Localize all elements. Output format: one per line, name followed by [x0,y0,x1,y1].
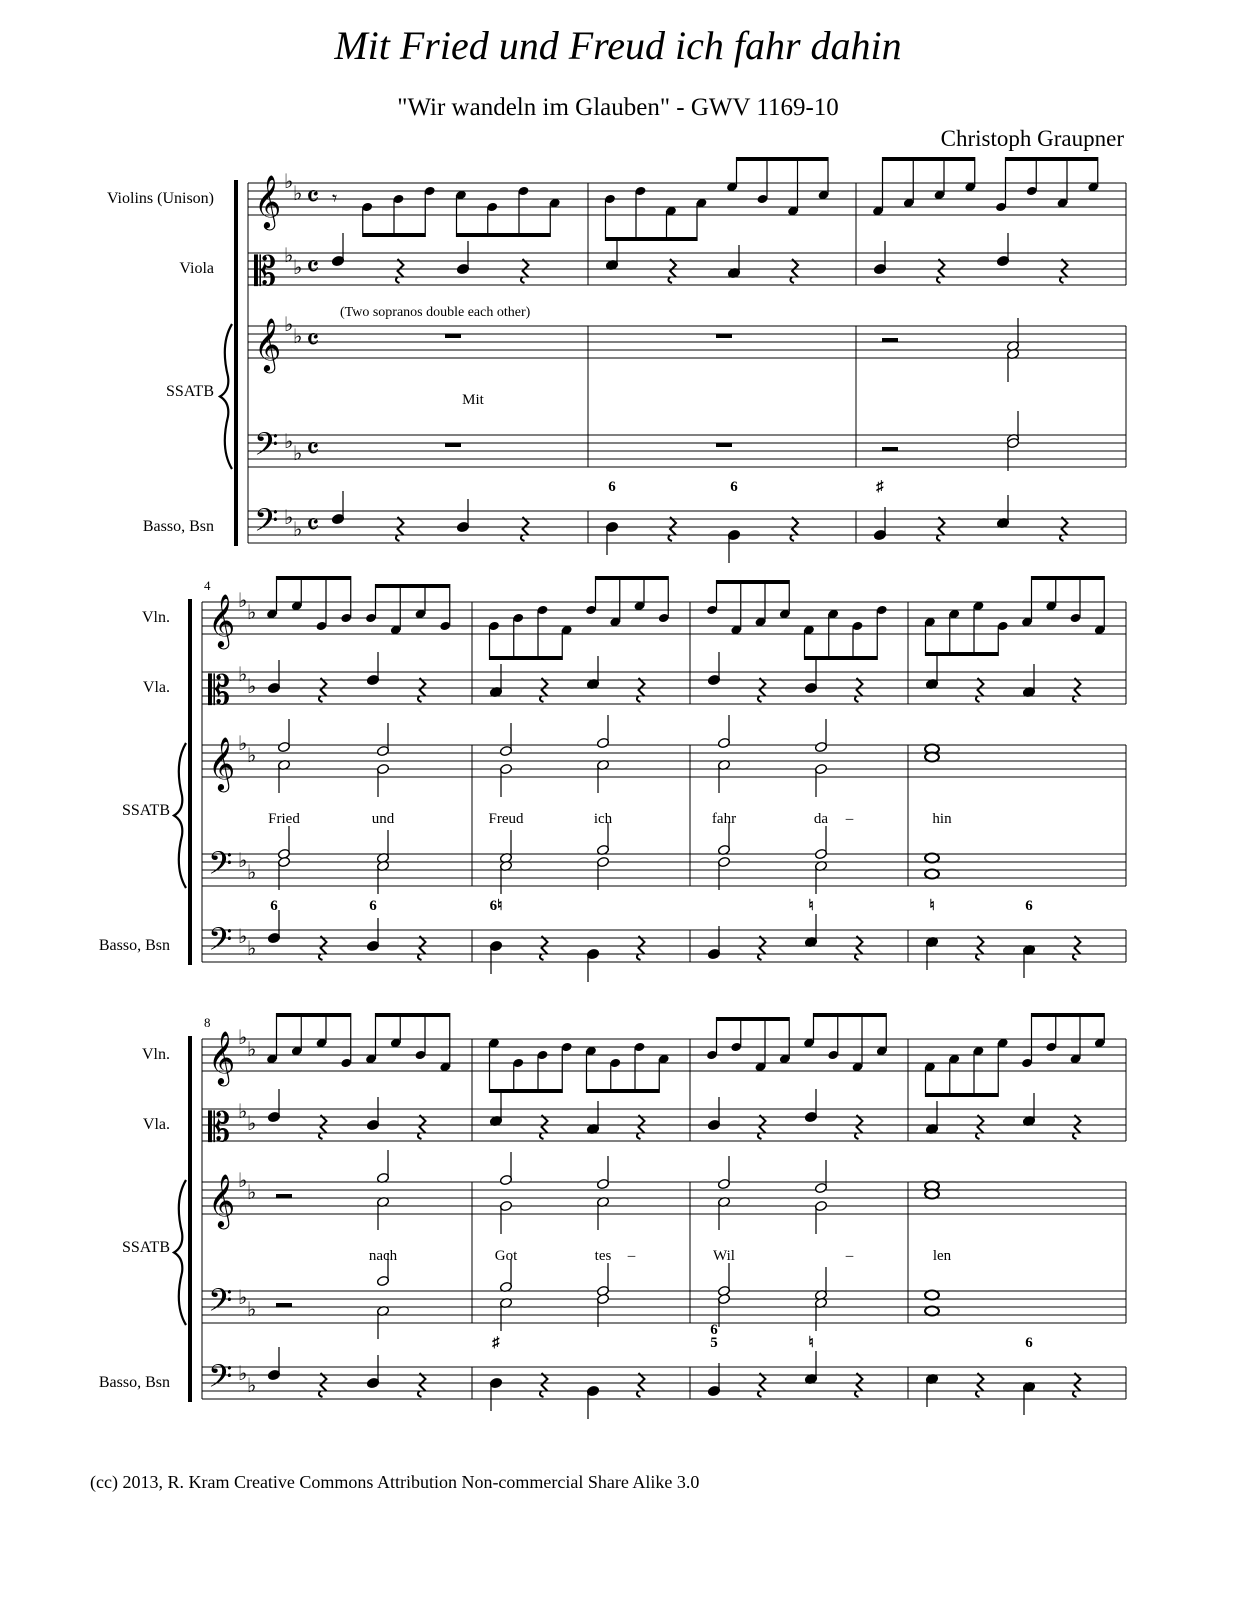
lyric-syllable: da [813,811,829,827]
violin-eighths [706,1017,791,1072]
flat-icon: ♭ [238,1101,248,1123]
figured-bass: 5 [710,1335,718,1351]
piece-title: Mit Fried und Freud ich fahr dahin [334,23,902,68]
treble-clef-icon: 𝄞 [208,738,236,789]
lyric-syllable: Wil [713,1248,735,1264]
whole-rest [716,443,732,447]
flat-icon: ♭ [293,519,303,541]
flat-icon: ♭ [247,938,257,960]
flat-icon: ♭ [293,183,303,205]
lyric-hyphen: – [845,1248,854,1264]
alto-whole-note [925,753,939,762]
alto-clef-icon: 𝄡 [208,668,231,713]
flat-icon: ♭ [238,926,248,948]
staff-label-choir: SSATB [121,1239,170,1256]
flat-icon: ♭ [247,676,257,698]
tenor-whole-note [925,854,939,863]
quarter-rest [758,1373,766,1397]
figured-bass: 6 [1025,1335,1033,1351]
whole-rest [445,334,461,338]
figured-bass: ♮ [808,1335,814,1351]
quarter-rest [637,678,645,702]
quarter-rest [855,1373,863,1397]
common-time-icon: 𝄴 [306,433,320,466]
alto-whole-note [925,1190,939,1199]
bass-whole-note [925,870,939,879]
flat-icon: ♭ [238,850,248,872]
quarter-rest [1073,678,1081,702]
flat-icon: ♭ [238,664,248,686]
flat-icon: ♭ [238,1287,248,1309]
alto-clef-icon: 𝄡 [208,1105,231,1150]
quarter-rest [855,1115,863,1139]
bass-clef-icon: 𝄢 [208,1284,233,1326]
flat-icon: ♭ [247,1299,257,1321]
half-rest [276,1303,292,1307]
copyright-footer: (cc) 2013, R. Kram Creative Commons Attribution Non-commercial Share Alike 3.0 [90,1472,700,1492]
quarter-rest [637,1115,645,1139]
quarter-rest [855,678,863,702]
quarter-rest [790,259,798,283]
common-time-icon: 𝄴 [306,509,320,542]
bass-clef-icon: 𝄢 [208,847,233,889]
half-rest [882,447,898,451]
treble-clef-icon: 𝄞 [208,1175,236,1226]
staff-label-basso: Basso, Bsn [98,1374,170,1391]
staff-label-viola: Viola [179,260,214,277]
quarter-rest [976,936,984,960]
quarter-rest [418,1373,426,1397]
choir-brace [220,324,232,469]
quarter-rest [521,517,529,541]
lyric-syllable: Got [494,1248,518,1264]
staff-label-choir: SSATB [165,383,214,400]
flat-icon: ♭ [247,1039,257,1061]
half-rest [882,338,898,342]
system-3 [99,1013,1126,1419]
staff-label-violins: Violins (Unison) [106,190,214,207]
bass-whole-note [925,1307,939,1316]
figured-bass: ♮ [929,898,935,914]
flat-icon: ♭ [284,245,294,267]
figured-bass: 6 [730,479,738,495]
system-1 [107,157,1126,563]
staff-label-basso: Basso, Bsn [98,937,170,954]
choir-annotation: (Two sopranos double each other) [340,305,531,320]
violin-eighths [924,601,1009,656]
quarter-rest [758,1115,766,1139]
quarter-rest [396,517,404,541]
lyric-syllable: tes [594,1248,612,1264]
flat-icon: ♭ [293,443,303,465]
flat-icon: ♭ [247,862,257,884]
quarter-rest [418,678,426,702]
system-2 [99,576,1126,982]
quarter-rest [1073,1115,1081,1139]
quarter-rest [319,1115,327,1139]
lyric-syllable: Freud [488,811,524,827]
quarter-rest [668,517,676,541]
common-time-icon: 𝄴 [306,251,320,284]
quarter-rest [1073,1373,1081,1397]
figured-bass: 6 [369,898,377,914]
lyric-syllable: nach [368,1248,398,1264]
quarter-rest [418,936,426,960]
bass-clef-icon: 𝄢 [254,428,279,470]
lyric-syllable: und [371,811,395,827]
half-rest [276,1194,292,1198]
quarter-rest [855,936,863,960]
quarter-rest [976,1115,984,1139]
figured-bass: ♯ [492,1335,500,1351]
treble-clef-icon: 𝄞 [208,595,236,646]
quarter-rest [758,678,766,702]
flat-icon: ♭ [238,590,248,612]
quarter-rest [1060,517,1068,541]
quarter-rest [521,259,529,283]
common-time-icon: 𝄴 [306,181,320,214]
quarter-rest [540,936,548,960]
quarter-rest [319,678,327,702]
staff-label-choir: SSATB [121,802,170,819]
lyric-syllable: hin [932,811,952,827]
figured-bass: 6♮ [489,898,503,914]
violin-eighths [266,1013,352,1068]
violin-eighths [266,576,352,631]
staff-label-violins: Vln. [142,609,170,626]
bass-clef-icon: 𝄢 [208,923,233,965]
flat-icon: ♭ [238,1170,248,1192]
flat-icon: ♭ [238,1027,248,1049]
flat-icon: ♭ [293,326,303,348]
quarter-rest [540,1115,548,1139]
lyric-syllable: Mit [462,392,484,408]
flat-icon: ♭ [247,745,257,767]
lyric-syllable: len [932,1248,952,1264]
bass-clef-icon: 𝄢 [208,1360,233,1402]
quarter-rest [976,678,984,702]
lyric-hyphen: – [627,1248,636,1264]
figured-bass: 6 [608,479,616,495]
measure-number: 4 [204,578,211,593]
violin-eighths [1021,1013,1106,1068]
lyric-hyphen: – [845,811,854,827]
flat-icon: ♭ [247,1182,257,1204]
staff-label-basso: Basso, Bsn [142,518,214,535]
quarter-rest [418,1115,426,1139]
flat-icon: ♭ [247,602,257,624]
quarter-rest [319,936,327,960]
treble-clef-icon: 𝄞 [208,1032,236,1083]
eighth-rest: 𝄾 [332,188,338,210]
figured-bass: ♮ [808,898,814,914]
violin-eighths [488,605,573,660]
quarter-rest [1060,259,1068,283]
quarter-rest [937,517,945,541]
choir-brace [174,1180,186,1325]
staff-label-violins: Vln. [142,1046,170,1063]
figured-bass: 6 [270,898,278,914]
figured-bass: ♯ [876,479,884,495]
quarter-rest [790,517,798,541]
flat-icon: ♭ [284,171,294,193]
composer-name: Christoph Graupner [940,126,1124,151]
whole-rest [445,443,461,447]
figured-bass: 6 [710,1322,718,1338]
common-time-icon: 𝄴 [306,324,320,357]
flat-icon: ♭ [293,257,303,279]
staff-label-viola: Vla. [142,679,170,696]
flat-icon: ♭ [238,733,248,755]
flat-icon: ♭ [238,1363,248,1385]
quarter-rest [668,259,676,283]
quarter-rest [540,678,548,702]
lyric-syllable: Fried [268,811,300,827]
lyric-syllable: fahr [711,811,737,827]
measure-number: 8 [204,1015,211,1030]
alto-clef-icon: 𝄡 [254,249,277,294]
violin-eighths [585,1042,670,1093]
quarter-rest [976,1373,984,1397]
quarter-rest [396,259,404,283]
quarter-rest [758,936,766,960]
treble-clef-icon: 𝄞 [254,176,282,227]
violin-eighths [361,186,435,237]
flat-icon: ♭ [284,507,294,529]
flat-icon: ♭ [284,431,294,453]
flat-icon: ♭ [284,314,294,336]
violin-eighths [455,186,561,237]
whole-rest [716,334,732,338]
piece-subtitle: "Wir wandeln im Glauben" - GWV 1169-10 [397,94,839,121]
quarter-rest [319,1373,327,1397]
bass-clef-icon: 𝄢 [254,504,279,546]
choir-brace [174,743,186,888]
figured-bass: 6 [1025,898,1033,914]
quarter-rest [637,936,645,960]
flat-icon: ♭ [247,1113,257,1135]
violin-eighths [706,580,791,635]
treble-clef-icon: 𝄞 [254,319,282,370]
flat-icon: ♭ [247,1375,257,1397]
staff-label-viola: Vla. [142,1116,170,1133]
lyric-syllable: ich [593,811,613,827]
quarter-rest [1073,936,1081,960]
violin-eighths [803,605,888,660]
quarter-rest [937,259,945,283]
violin-eighths [995,157,1099,212]
tenor-whole-note [925,1291,939,1300]
violin-eighths [488,1038,573,1093]
quarter-rest [637,1373,645,1397]
quarter-rest [540,1373,548,1397]
violin-eighths [604,186,707,241]
